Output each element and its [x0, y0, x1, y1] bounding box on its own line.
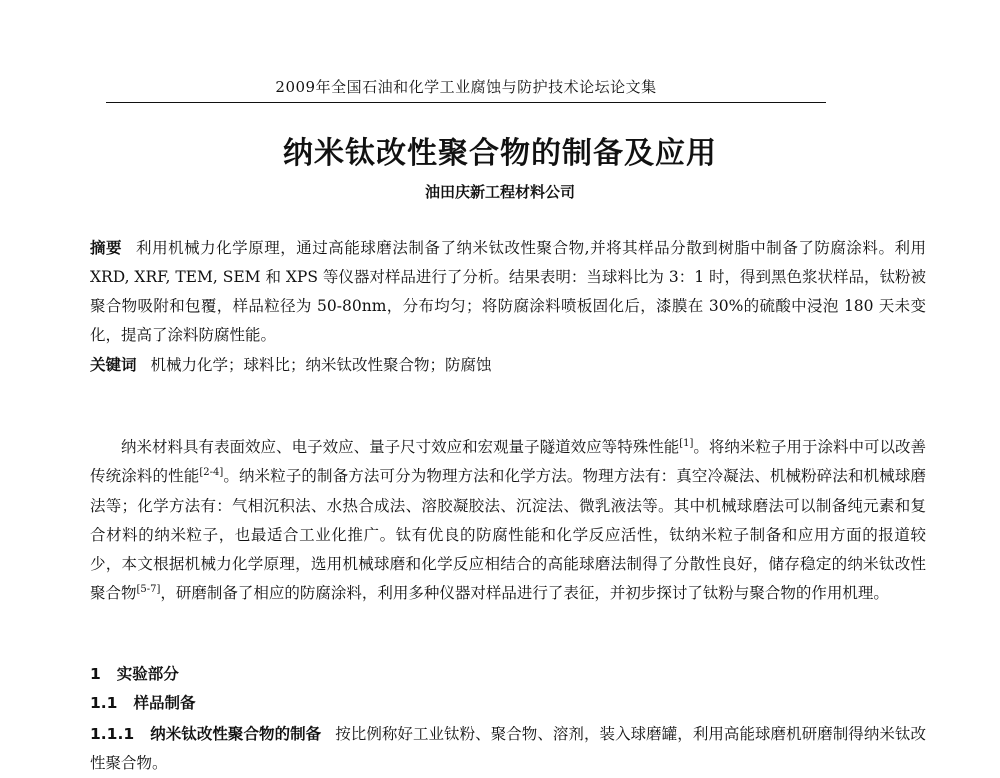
- keywords-label: 关键词: [90, 356, 137, 374]
- subsubsection-number: 1.1.1: [90, 725, 135, 743]
- subsubsection-title: 纳米钛改性聚合物的制备: [150, 725, 322, 743]
- abstract: [90, 234, 926, 350]
- intro-text-2: 。将纳米粒子用于涂料中可以改善传统涂料的性能: [90, 438, 926, 486]
- citation-1: [1]: [679, 437, 694, 449]
- section-heading-1-1: [90, 691, 195, 713]
- section-number: 1: [90, 665, 101, 683]
- subsection-title: 样品制备: [133, 694, 196, 712]
- subsection-number: 1.1: [90, 694, 118, 712]
- intro-text-3: 。纳米粒子的制备方法可分为物理方法和化学方法。物理方法有：真空冷凝法、机械粉碎法和机械球磨法等；化学方法有：气相沉积法、水热合成法、溶胶凝胶法、沉淀法、微乳液法等。其中机械球磨法可以制备纯元素和复合材料的纳米粒子，也最适合工业化推广。钛有优良的防腐性能和化学反应活性，钛纳米粒子制备和应用方面的报道较少，本文根据机械力化学原理，选用机械球磨和化学反应相结合的高能球磨法制得了分散性良好，储存稳定的纳米钛改性聚合物: [90, 467, 926, 603]
- abstract-text: 利用机械力化学原理，通过高能球磨法制备了纳米钛改性聚合物,并将其样品分散到树脂中制备了防腐涂料。利用 XRD, XRF, TEM, SEM 和 XPS 等仪器对样品进行了分析。结果表明：当球料比为 3：1 时，得到黑色浆状样品，钛粉被聚合物吸附和包覆，样品粒径为 50-80nm，分布均匀；将防腐涂料喷板固化后，漆膜在 30%的硫酸中浸泡 180 天未变化，提高了涂料防腐性能。: [90, 239, 926, 344]
- abstract-label: 摘要: [90, 239, 123, 257]
- subsubsection-text: 按比例称好工业钛粉、聚合物、溶剂，装入球磨罐，利用高能球磨机研磨制得纳米钛改性聚合物。: [90, 725, 926, 772]
- section-title: 实验部分: [116, 665, 179, 683]
- citation-2: [2-4]: [199, 467, 224, 479]
- affiliation: 油田庆新工程材料公司: [424, 183, 575, 201]
- paper-title: 纳米钛改性聚合物的制备及应用: [283, 136, 717, 171]
- intro-text-1: 纳米材料具有表面效应、电子效应、量子尺寸效应和宏观量子隧道效应等特殊性能: [121, 438, 680, 456]
- intro-paragraph: [90, 433, 926, 609]
- section-heading-1: [90, 662, 179, 684]
- citation-3: [5-7]: [136, 584, 161, 596]
- subsubsection-heading: [90, 725, 321, 743]
- intro-text-4: ，研磨制备了相应的防腐涂料，利用多种仪器对样品进行了表征，并初步探讨了钛粉与聚合物的作用机理。: [160, 584, 889, 603]
- subsubsection-paragraph: [90, 720, 926, 778]
- running-head: 2009年全国石油和化学工业腐蚀与防护技术论坛论文集: [106, 76, 826, 103]
- keywords: [90, 351, 926, 380]
- keywords-text: 机械力化学；球料比；纳米钛改性聚合物；防腐蚀: [150, 356, 492, 374]
